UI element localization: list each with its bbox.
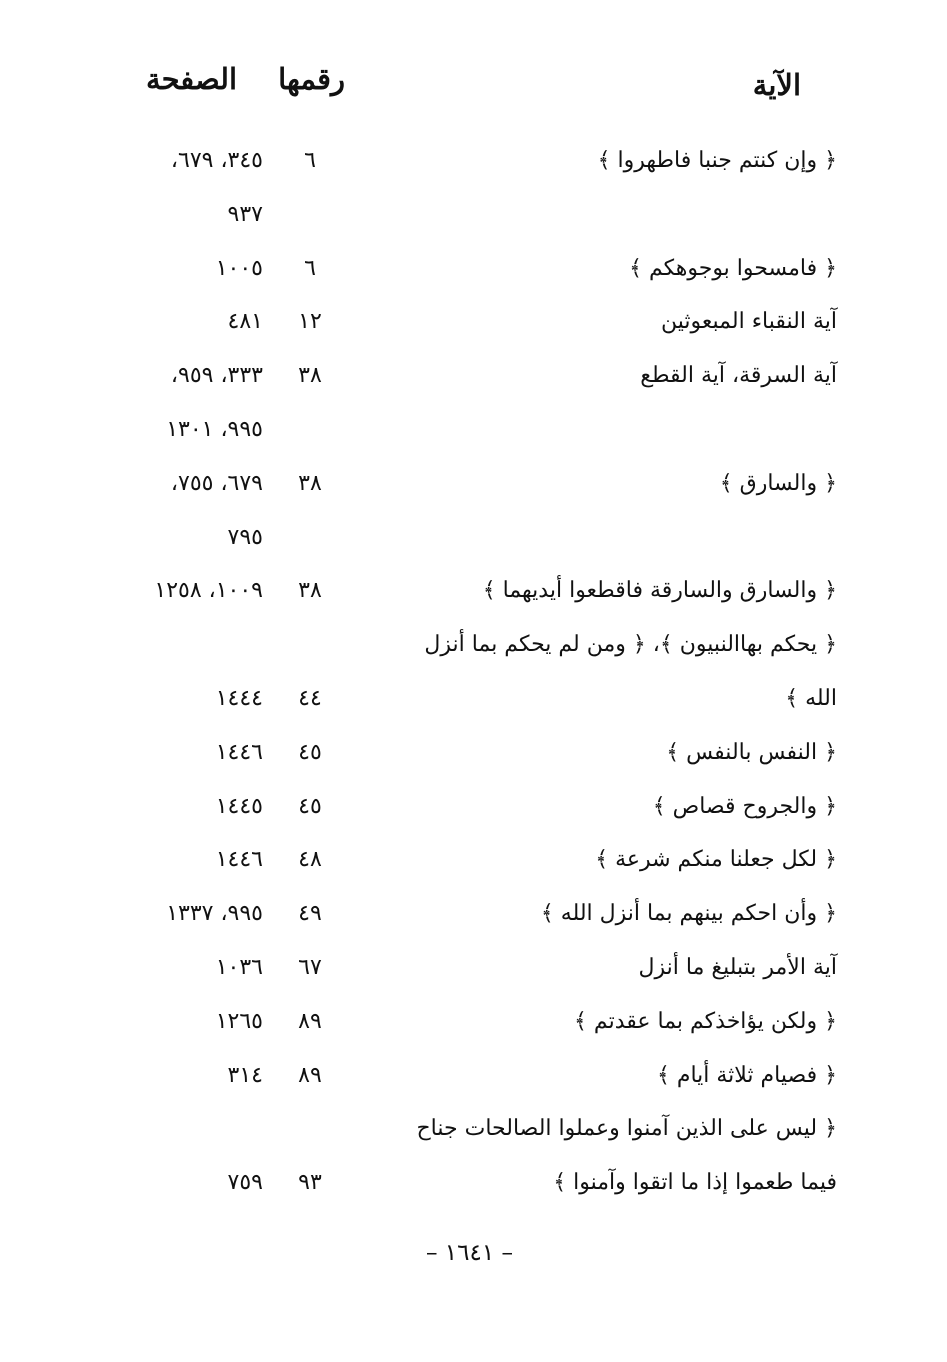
page-numbers: ٧٥٩ [227,1170,263,1196]
table-row [0,944,947,998]
table-row [0,621,947,675]
verse-text: ﴿ وأن احكم بينهم بما أنزل الله ﴾ [540,901,837,927]
header-number: رقمها [278,62,345,96]
table-row [0,352,947,406]
verse-number: ٤٥ [298,739,322,765]
page-numbers: ١٠٠٥ [215,255,263,281]
page-numbers: ٦٧٩، ٧٥٥، [170,470,263,496]
page-number: – ١٦٤١ – [425,1240,514,1266]
verse-number: ١٢ [298,309,322,335]
table-row [0,137,947,191]
verse-text: ﴿ لكل جعلنا منكم شرعة ﴾ [595,847,837,873]
table-row [0,675,947,729]
header-verse: الآية [752,68,801,102]
page-numbers: ١٤٤٦ [215,847,263,873]
table-row [0,460,947,514]
page-numbers: ٣١٤ [227,1062,263,1088]
verse-text: ﴿ والجروح قصاص ﴾ [652,793,837,819]
verse-text: ﴿ والسارق ﴾ [719,470,837,496]
verse-number: ٨٩ [298,1008,322,1034]
verse-number: ٤٥ [298,793,322,819]
verse-number: ٩٣ [298,1170,322,1196]
header-page: الصفحة [146,62,237,96]
verse-text: ﴿ يحكم بهاالنبيون ﴾، ﴿ ومن لم يحكم بما أنزل [424,632,837,658]
page-numbers: ١٤٤٦ [215,739,263,765]
table-row [0,514,947,568]
table-row [0,567,947,621]
table-row [0,729,947,783]
table-row [0,998,947,1052]
verse-text: ﴿ ولكن يؤاخذكم بما عقدتم ﴾ [574,1008,837,1034]
page-numbers: ٩٣٧ [227,201,263,227]
page-numbers: ١٠٣٦ [215,954,263,980]
verse-text: آية السرقة، آية القطع [640,363,837,389]
page-numbers: ٣٤٥، ٦٧٩، [170,148,263,173]
page-numbers: ٩٩٥، ١٣٠١ [166,416,263,442]
verse-number: ٣٨ [298,363,322,389]
table-row [0,191,947,245]
verse-text: آية النقباء المبعوثين [661,309,837,335]
verse-text: ﴿ والسارق والسارقة فاقطعوا أيديهما ﴾ [482,578,837,604]
verse-text: ﴿ النفس بالنفس ﴾ [666,739,837,765]
table-row [0,1105,947,1159]
page-numbers: ٩٩٥، ١٣٣٧ [166,901,263,927]
verse-text: ﴿ ليس على الذين آمنوا وعملوا الصالحات جناح [416,1116,837,1142]
verse-number: ٤٨ [298,847,322,873]
page-numbers: ١٢٦٥ [215,1008,263,1034]
verse-number: ٦ [304,255,316,281]
page-numbers: ٣٣٣، ٩٥٩، [170,363,263,389]
page-numbers: ١٤٤٤ [215,685,263,711]
table-header [0,62,947,112]
verse-number: ٣٨ [298,470,322,496]
page-numbers: ٧٩٥ [227,524,263,550]
table-row [0,1159,947,1213]
verse-number: ٦٧ [298,954,322,980]
verse-text: ﴿ فصيام ثلاثة أيام ﴾ [656,1062,837,1088]
table-row [0,406,947,460]
verse-text: آية الأمر بتبليغ ما أنزل [638,954,837,980]
verse-text: الله ﴾ [785,685,837,711]
table-row [0,1052,947,1106]
verse-text: ﴿ وإن كنتم جنبا فاطهروا ﴾ [597,148,837,173]
page-numbers: ٤٨١ [227,309,263,335]
verse-text: ﴿ فامسحوا بوجوهكم ﴾ [629,255,837,281]
table-row [0,783,947,837]
verse-number: ٤٤ [298,685,322,711]
table-row [0,890,947,944]
verse-text: فيما طعموا إذا ما اتقوا وآمنوا ﴾ [553,1170,837,1196]
verse-number: ٨٩ [298,1062,322,1088]
page-numbers: ١٠٠٩، ١٢٥٨ [154,578,263,604]
verse-number: ٦ [304,148,316,173]
table-row [0,836,947,890]
table-row [0,298,947,352]
index-rows [0,137,947,1213]
page-footer [0,1240,947,1266]
page-numbers: ١٤٤٥ [215,793,263,819]
verse-number: ٤٩ [298,901,322,927]
verse-number: ٣٨ [298,578,322,604]
table-row [0,245,947,299]
